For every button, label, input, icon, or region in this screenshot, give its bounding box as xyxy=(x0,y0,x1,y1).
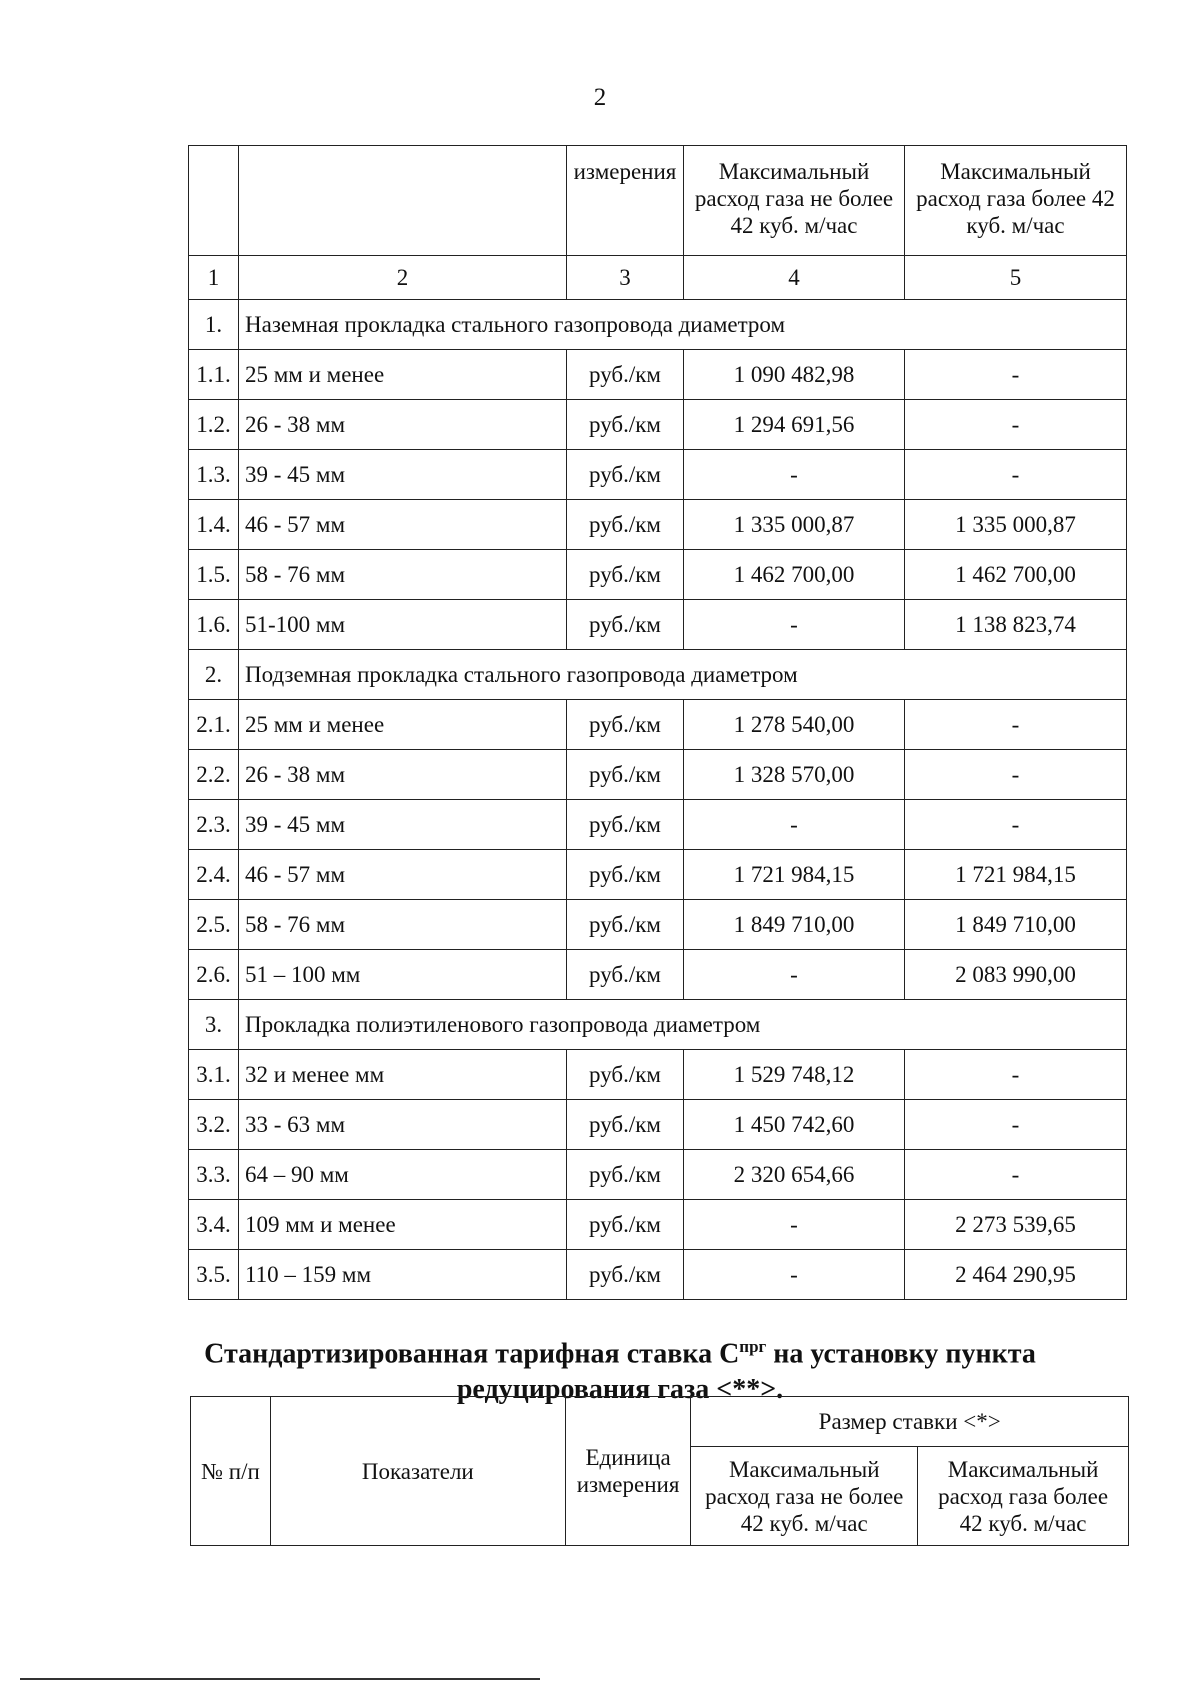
section-title: Наземная прокладка стального газопровода диаметром xyxy=(239,300,1127,350)
row-name: 110 – 159 мм xyxy=(239,1250,567,1300)
row-unit: руб./км xyxy=(567,400,684,450)
row-number: 2.4. xyxy=(189,850,239,900)
row-rate-gt-42: 2 464 290,95 xyxy=(905,1250,1127,1300)
section-title: Прокладка полиэтиленового газопровода диаметром xyxy=(239,1000,1127,1050)
row-rate-gt-42: - xyxy=(905,1050,1127,1100)
row-number: 2.2. xyxy=(189,750,239,800)
header-cell-max-flow-gt-42: Максимальный расход газа более 42 куб. м/час xyxy=(905,146,1127,256)
table-row xyxy=(189,750,1127,800)
row-number: 1.4. xyxy=(189,500,239,550)
row-number: 2.1. xyxy=(189,700,239,750)
table-row xyxy=(189,450,1127,500)
row-name: 33 - 63 мм xyxy=(239,1100,567,1150)
row-unit: руб./км xyxy=(567,1050,684,1100)
header-cell-unit: измерения xyxy=(567,146,684,256)
row-rate-le-42: 1 721 984,15 xyxy=(684,850,905,900)
section-title: Подземная прокладка стального газопровода диаметром xyxy=(239,650,1127,700)
row-rate-le-42: 2 320 654,66 xyxy=(684,1150,905,1200)
column-number-cell: 2 xyxy=(239,256,567,300)
row-unit: руб./км xyxy=(567,900,684,950)
row-name: 39 - 45 мм xyxy=(239,450,567,500)
row-name: 25 мм и менее xyxy=(239,350,567,400)
row-unit: руб./км xyxy=(567,700,684,750)
row-rate-le-42: 1 462 700,00 xyxy=(684,550,905,600)
row-name: 64 – 90 мм xyxy=(239,1150,567,1200)
row-number: 3.1. xyxy=(189,1050,239,1100)
row-rate-le-42: 1 335 000,87 xyxy=(684,500,905,550)
row-unit: руб./км xyxy=(567,750,684,800)
row-rate-le-42: - xyxy=(684,1200,905,1250)
section-row xyxy=(189,650,1127,700)
row-name: 26 - 38 мм xyxy=(239,400,567,450)
header-cell-number xyxy=(189,146,239,256)
row-rate-gt-42: 1 721 984,15 xyxy=(905,850,1127,900)
row-number: 1.2. xyxy=(189,400,239,450)
table-row xyxy=(189,1200,1127,1250)
row-rate-gt-42: - xyxy=(905,400,1127,450)
row-unit: руб./км xyxy=(567,800,684,850)
table-row xyxy=(189,700,1127,750)
row-number: 2.5. xyxy=(189,900,239,950)
row-name: 51-100 мм xyxy=(239,600,567,650)
row-name: 32 и менее мм xyxy=(239,1050,567,1100)
row-unit: руб./км xyxy=(567,1200,684,1250)
row-rate-le-42: 1 328 570,00 xyxy=(684,750,905,800)
header-cell-name xyxy=(239,146,567,256)
row-name: 58 - 76 мм xyxy=(239,900,567,950)
row-unit: руб./км xyxy=(567,350,684,400)
row-rate-gt-42: 1 335 000,87 xyxy=(905,500,1127,550)
row-rate-gt-42: 1 849 710,00 xyxy=(905,900,1127,950)
table-row xyxy=(189,1100,1127,1150)
row-name: 26 - 38 мм xyxy=(239,750,567,800)
row-name: 109 мм и менее xyxy=(239,1200,567,1250)
row-rate-le-42: 1 529 748,12 xyxy=(684,1050,905,1100)
header-cell-max-flow-le-42: Максимальный расход газа не более 42 куб. м/час xyxy=(691,1447,918,1546)
section-row xyxy=(189,1000,1127,1050)
footer-line xyxy=(20,1678,540,1680)
row-rate-gt-42: 2 083 990,00 xyxy=(905,950,1127,1000)
column-number-cell: 5 xyxy=(905,256,1127,300)
row-rate-gt-42: 1 138 823,74 xyxy=(905,600,1127,650)
section-row xyxy=(189,300,1127,350)
row-number: 1. xyxy=(189,300,239,350)
reduction-point-rates-table xyxy=(190,1396,1129,1546)
header-cell-max-flow-gt-42: Максимальный расход газа более 42 куб. м/час xyxy=(918,1447,1129,1546)
table-row xyxy=(189,500,1127,550)
row-number: 2. xyxy=(189,650,239,700)
row-rate-gt-42: - xyxy=(905,700,1127,750)
row-name: 46 - 57 мм xyxy=(239,500,567,550)
row-number: 2.6. xyxy=(189,950,239,1000)
row-rate-le-42: - xyxy=(684,950,905,1000)
row-name: 51 – 100 мм xyxy=(239,950,567,1000)
row-rate-gt-42: - xyxy=(905,1100,1127,1150)
row-name: 39 - 45 мм xyxy=(239,800,567,850)
header-cell-number: № п/п xyxy=(191,1397,271,1546)
row-number: 3.4. xyxy=(189,1200,239,1250)
row-name: 46 - 57 мм xyxy=(239,850,567,900)
row-unit: руб./км xyxy=(567,1150,684,1200)
row-rate-gt-42: - xyxy=(905,450,1127,500)
table-row xyxy=(189,550,1127,600)
row-unit: руб./км xyxy=(567,950,684,1000)
row-number: 1.5. xyxy=(189,550,239,600)
header-cell-indicators: Показатели xyxy=(270,1397,565,1546)
row-number: 3. xyxy=(189,1000,239,1050)
row-rate-le-42: 1 294 691,56 xyxy=(684,400,905,450)
table-row xyxy=(189,1050,1127,1100)
row-name: 25 мм и менее xyxy=(239,700,567,750)
table-row xyxy=(189,800,1127,850)
heading-superscript: прг xyxy=(739,1337,767,1356)
table-row xyxy=(189,350,1127,400)
row-rate-gt-42: - xyxy=(905,800,1127,850)
row-number: 1.3. xyxy=(189,450,239,500)
row-unit: руб./км xyxy=(567,550,684,600)
table-row xyxy=(189,400,1127,450)
row-rate-le-42: 1 278 540,00 xyxy=(684,700,905,750)
row-rate-gt-42: 1 462 700,00 xyxy=(905,550,1127,600)
header-cell-unit: Единица измерения xyxy=(565,1397,691,1546)
row-name: 58 - 76 мм xyxy=(239,550,567,600)
table-row xyxy=(189,850,1127,900)
row-number: 2.3. xyxy=(189,800,239,850)
row-number: 3.3. xyxy=(189,1150,239,1200)
row-number: 1.6. xyxy=(189,600,239,650)
row-number: 3.5. xyxy=(189,1250,239,1300)
table-row xyxy=(189,600,1127,650)
column-number-cell: 1 xyxy=(189,256,239,300)
row-rate-gt-42: - xyxy=(905,1150,1127,1200)
row-unit: руб./км xyxy=(567,1250,684,1300)
row-unit: руб./км xyxy=(567,450,684,500)
row-unit: руб./км xyxy=(567,600,684,650)
table-row xyxy=(189,950,1127,1000)
row-unit: руб./км xyxy=(567,850,684,900)
table-header-row xyxy=(191,1397,1129,1447)
table-row xyxy=(189,1150,1127,1200)
table-row xyxy=(189,1250,1127,1300)
row-unit: руб./км xyxy=(567,1100,684,1150)
row-rate-gt-42: 2 273 539,65 xyxy=(905,1200,1127,1250)
row-rate-le-42: - xyxy=(684,800,905,850)
row-rate-le-42: - xyxy=(684,600,905,650)
column-number-cell: 4 xyxy=(684,256,905,300)
row-number: 3.2. xyxy=(189,1100,239,1150)
row-rate-le-42: 1 090 482,98 xyxy=(684,350,905,400)
row-rate-le-42: 1 849 710,00 xyxy=(684,900,905,950)
column-number-row xyxy=(189,256,1127,300)
row-unit: руб./км xyxy=(567,500,684,550)
table-row xyxy=(189,900,1127,950)
pipeline-rates-table xyxy=(188,145,1127,1300)
page-number: 2 xyxy=(593,84,607,111)
header-cell-max-flow-le-42: Максимальный расход газа не более 42 куб. м/час xyxy=(684,146,905,256)
row-rate-le-42: - xyxy=(684,1250,905,1300)
row-rate-gt-42: - xyxy=(905,750,1127,800)
column-number-cell: 3 xyxy=(567,256,684,300)
row-rate-gt-42: - xyxy=(905,350,1127,400)
header-cell-rate-size: Размер ставки <*> xyxy=(691,1397,1129,1447)
heading-text-start: Стандартизированная тарифная ставка С xyxy=(204,1338,740,1370)
row-rate-le-42: 1 450 742,60 xyxy=(684,1100,905,1150)
heading-text-end: на установку пункта редуцирования газа <**>. xyxy=(456,1338,1036,1406)
row-rate-le-42: - xyxy=(684,450,905,500)
table-header-row xyxy=(189,146,1127,256)
row-number: 1.1. xyxy=(189,350,239,400)
